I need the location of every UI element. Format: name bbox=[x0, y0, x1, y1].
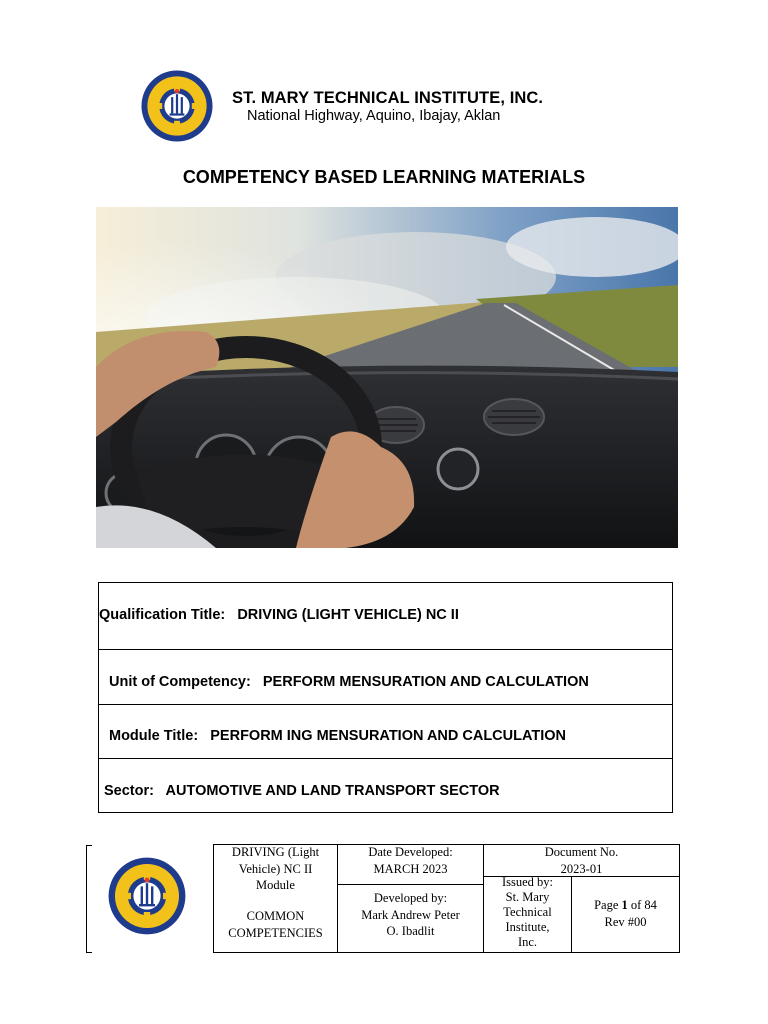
footer-tick-bottom bbox=[86, 952, 92, 953]
footer-module-line1: DRIVING (Light bbox=[231, 845, 320, 859]
footer-rev: Rev #00 bbox=[604, 914, 647, 929]
qualification-value: DRIVING (LIGHT VEHICLE) NC II bbox=[237, 607, 459, 623]
footer-common-line1: COMMON bbox=[246, 909, 305, 923]
footer-issued-label: Issued by: bbox=[501, 875, 554, 889]
qualification-row bbox=[99, 583, 672, 650]
footer-left-border bbox=[86, 845, 87, 953]
module-label: Module Title: bbox=[109, 728, 199, 744]
footer-module-line2: Vehicle) NC II bbox=[238, 861, 313, 876]
footer-issued-line3: Institute, bbox=[505, 920, 550, 934]
footer-issued-cell bbox=[484, 875, 571, 950]
unit-label: Unit of Competency: bbox=[109, 674, 251, 690]
footer-institute-logo bbox=[107, 853, 187, 939]
qualification-label: Qualification Title: bbox=[99, 607, 226, 623]
footer-docno-cell bbox=[484, 844, 679, 877]
footer-page-of: of 84 bbox=[630, 898, 657, 912]
module-row bbox=[99, 705, 672, 759]
unit-value: PERFORM MENSURATION AND CALCULATION bbox=[262, 674, 589, 690]
footer-developer-cell bbox=[338, 890, 483, 940]
sector-value: AUTOMOTIVE AND LAND TRANSPORT SECTOR bbox=[165, 783, 500, 799]
module-value: PERFORM ING MENSURATION AND CALCULATION bbox=[210, 728, 567, 744]
footer-docno-label: Document No. bbox=[544, 845, 619, 859]
footer-dev-label: Developed by: bbox=[373, 891, 448, 905]
footer-page-cell bbox=[572, 897, 679, 930]
institute-name: ST. MARY TECHNICAL INSTITUTE, INC. bbox=[232, 89, 544, 107]
footer-module-line3: Module bbox=[256, 878, 295, 892]
footer-issued-line4: Inc. bbox=[517, 935, 538, 949]
footer-docno-value: 2023-01 bbox=[560, 861, 603, 876]
footer-common-line2: COMPETENCIES bbox=[228, 925, 323, 940]
footer-page-number: 1 bbox=[621, 898, 628, 912]
footer-dev-line2: O. Ibadlit bbox=[386, 924, 435, 938]
institute-logo bbox=[140, 69, 214, 143]
document-title: COMPETENCY BASED LEARNING MATERIALS bbox=[182, 167, 586, 187]
footer-common-cell bbox=[214, 908, 337, 941]
sector-label: Sector: bbox=[104, 783, 154, 799]
footer-tick-top bbox=[86, 845, 92, 846]
footer-module-cell bbox=[214, 844, 337, 894]
footer-dev-line1: Mark Andrew Peter bbox=[361, 907, 460, 922]
unit-row bbox=[99, 650, 672, 705]
institute-address: National Highway, Aquino, Ibajay, Aklan bbox=[247, 108, 501, 124]
footer-issued-line2: Technical bbox=[503, 905, 552, 919]
footer-date-value: MARCH 2023 bbox=[373, 861, 448, 876]
footer-page-word: Page bbox=[594, 898, 619, 912]
sector-row bbox=[99, 759, 672, 812]
module-info-box bbox=[98, 582, 673, 813]
footer-issued-line1: St. Mary bbox=[505, 890, 550, 904]
footer-date-label: Date Developed: bbox=[368, 845, 453, 859]
footer-date-cell bbox=[338, 844, 483, 877]
cover-photo-driving bbox=[96, 207, 678, 548]
